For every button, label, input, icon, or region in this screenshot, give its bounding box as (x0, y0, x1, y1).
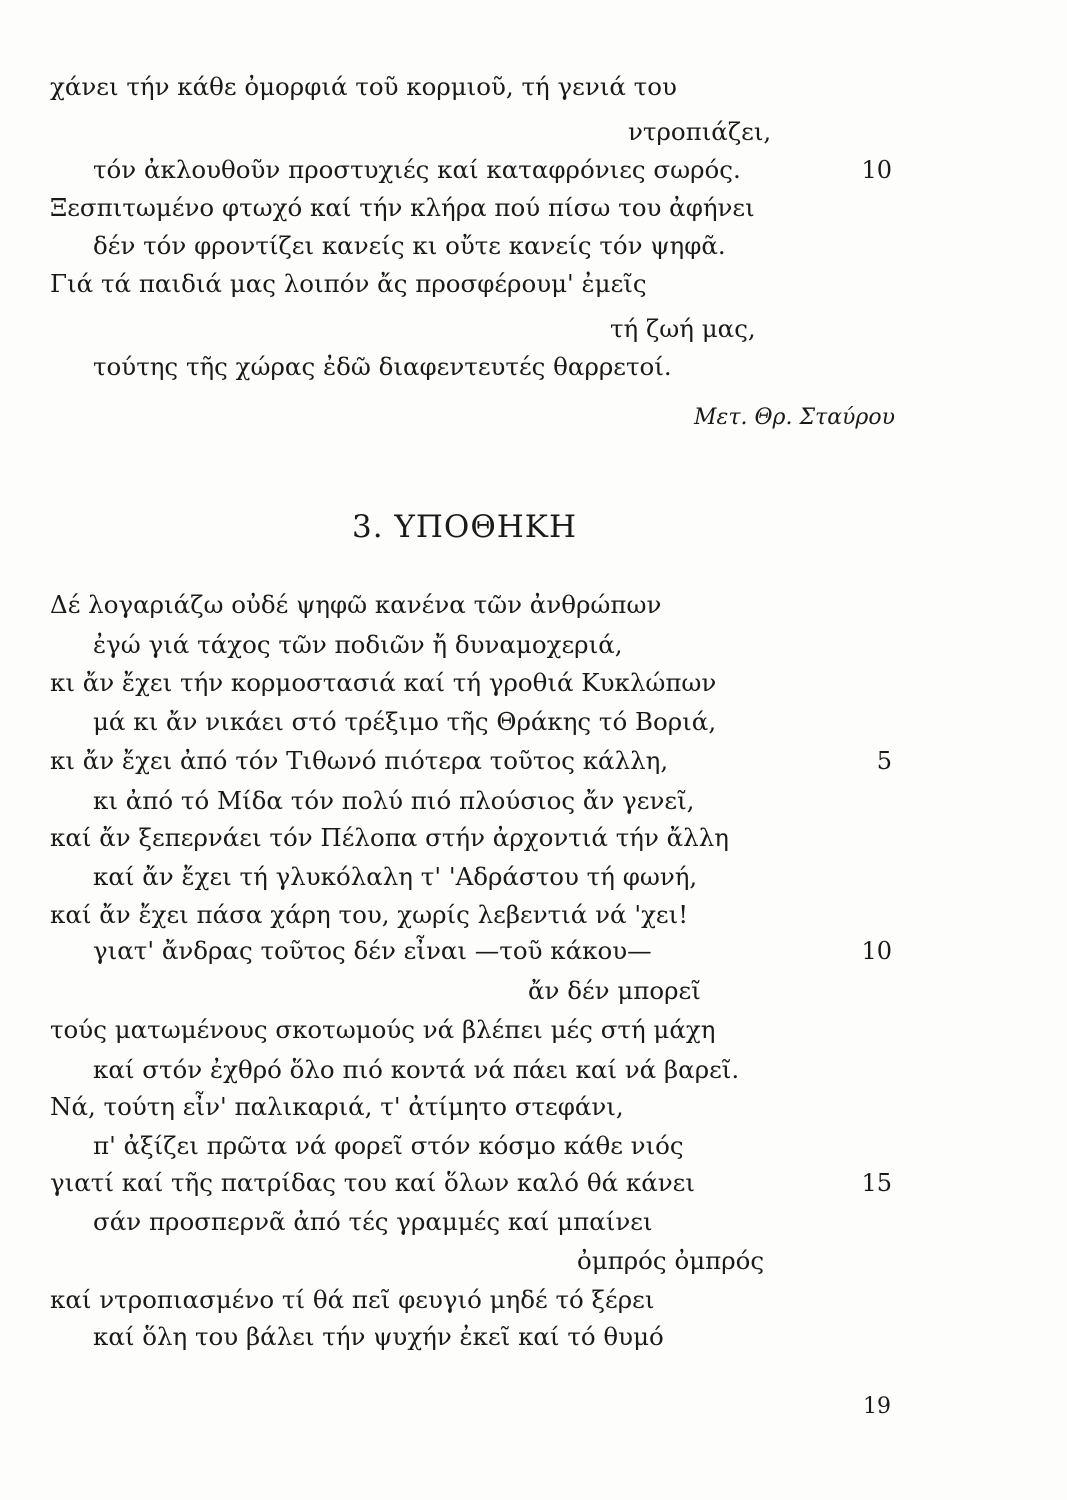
verse-line: καί ὅλη του βάλει τήν ψυχήν ἐκεῖ καί τό θυμό (93, 1322, 664, 1351)
verse-line: γιατ' ἄνδρας τοῦτος δέν εἶναι —τοῦ κάκου— (93, 936, 652, 965)
verse-line: ἄν δέν μπορεῖ (528, 976, 701, 1005)
verse-line: γιατί καί τῆς πατρίδας του καί ὅλων καλό θά κάνει (50, 1168, 695, 1197)
verse-line: Δέ λογαριάζω οὐδέ ψηφῶ κανένα τῶν ἀνθρώπων (50, 590, 662, 619)
verse-line: καί στόν ἐχθρό ὅλο πιό κοντά νά πάει καί νά βαρεῖ. (93, 1055, 740, 1084)
line-number: 5 (876, 747, 892, 775)
verse-line: σάν προσπερνᾶ ἀπό τές γραμμές καί μπαίνει (93, 1207, 653, 1236)
verse-line: κι ἄν ἔχει τήν κορμοστασιά καί τή γροθιά Κυκλώπων (50, 668, 717, 697)
poem-title: 3. ΥΠΟΘΗΚΗ (352, 509, 577, 545)
verse-line: καί ἄν ἔχει πάσα χάρη του, χωρίς λεβεντιά νά 'χει! (50, 900, 689, 929)
translator-attribution: Μετ. Θρ. Σταύρου (694, 405, 895, 430)
verse-line: ὀμπρός ὀμπρός (577, 1246, 765, 1275)
line-number: 10 (861, 156, 892, 184)
page-number: 19 (863, 1394, 891, 1419)
verse-line: χάνει τήν κάθε ὀμορφιά τοῦ κορμιοῦ, τή γενιά του (50, 72, 677, 101)
verse-line: τή ζωή μας, (610, 314, 756, 343)
verse-line: Ξεσπιτωμένο φτωχό καί τήν κλήρα πού πίσω του ἀφήνει (50, 193, 755, 222)
verse-line: κι ἀπό τό Μίδα τόν πολύ πιό πλούσιος ἄν γενεῖ, (93, 786, 695, 815)
verse-line: π' ἀξίζει πρῶτα νά φορεῖ στόν κόσμο κάθε νιός (93, 1131, 684, 1160)
verse-line: ἐγώ γιά τάχος τῶν ποδιῶν ἤ δυναμοχεριά, (93, 630, 623, 659)
verse-line: τόν ἀκλουθοῦν προστυχιές καί καταφρόνιες σωρός. (93, 155, 741, 184)
verse-line: ντροπιάζει, (628, 117, 772, 146)
verse-line: κι ἄν ἔχει ἀπό τόν Τιθωνό πιότερα τοῦτος κάλλη, (50, 746, 669, 775)
verse-line: καί ἄν ξεπερνάει τόν Πέλοπα στήν ἀρχοντιά τήν ἄλλη (50, 823, 729, 852)
verse-line: καί ντροπιασμένο τί θά πεῖ φευγιό μηδέ τό ξέρει (50, 1285, 655, 1314)
verse-line: δέν τόν φροντίζει κανείς κι οὔτε κανείς τόν ψηφᾶ. (93, 231, 726, 260)
verse-line: τούς ματωμένους σκοτωμούς νά βλέπει μές στή μάχη (50, 1015, 716, 1044)
verse-line: Νά, τούτη εἶν' παλικαριά, τ' ἀτίμητο στεφάνι, (50, 1092, 624, 1121)
verse-line: μά κι ἄν νικάει στό τρέξιμο τῆς Θράκης τό Βοριά, (93, 707, 717, 736)
line-number: 10 (861, 937, 892, 965)
verse-line: καί ἄν ἔχει τή γλυκόλαλη τ' 'Αδράστου τή φωνή, (93, 862, 698, 891)
verse-line: Γιά τά παιδιά μας λοιπόν ἄς προσφέρουμ' ἐμεῖς (50, 269, 647, 298)
line-number: 15 (861, 1169, 892, 1197)
verse-line: τούτης τῆς χώρας ἐδῶ διαφεντευτές θαρρετοί. (93, 352, 672, 381)
